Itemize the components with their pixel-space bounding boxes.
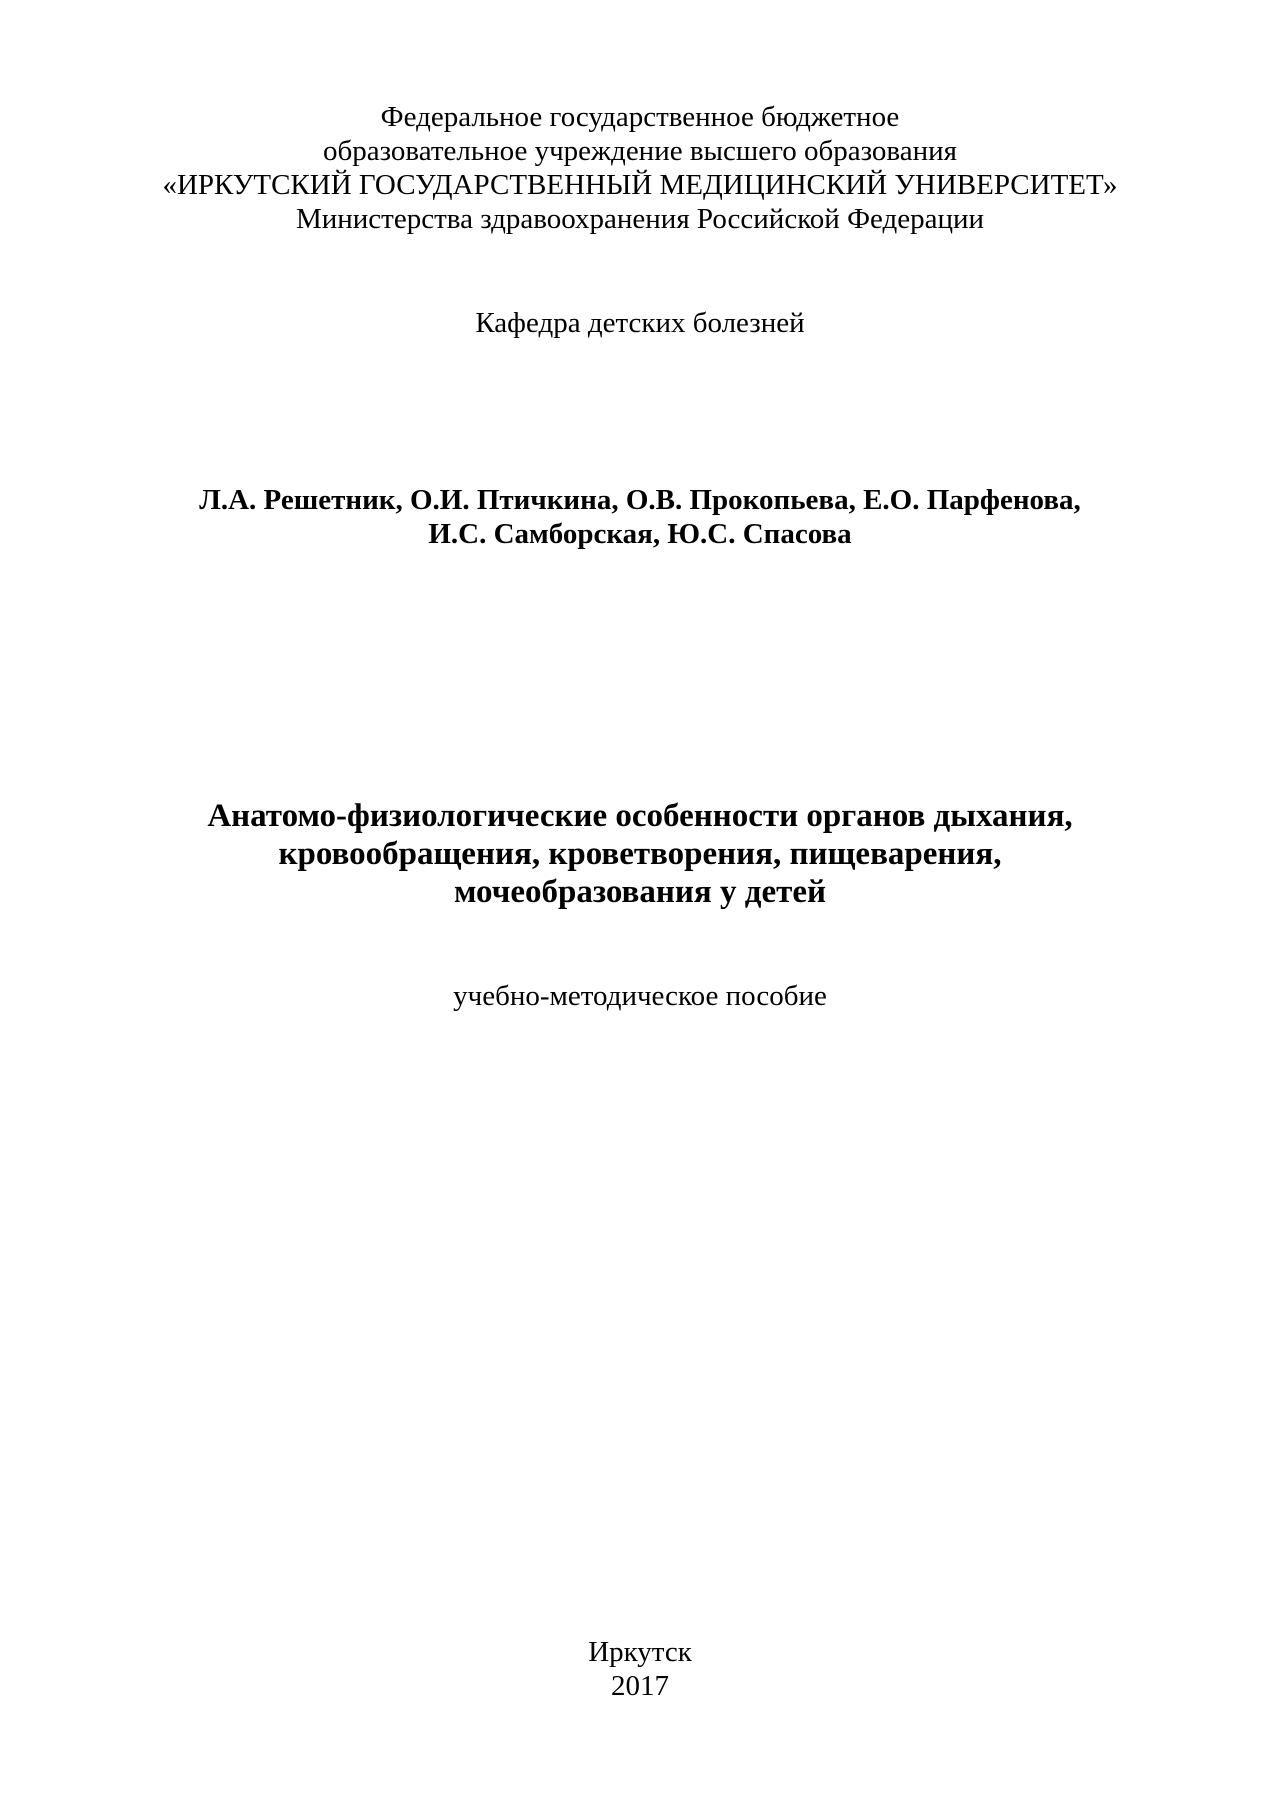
title-line-1: Анатомо-физиологические особенности органов дыхания, [207, 798, 1073, 834]
institution-line-1: Федеральное государственное бюджетное [380, 101, 900, 133]
institution-line-2: образовательное учреждение высшего образования [322, 135, 957, 167]
title-line-2: кровообращения, кроветворения, пищеварения, [278, 836, 1002, 872]
title-line-3: мочеобразования у детей [454, 874, 826, 910]
authors-line-1: Л.А. Решетник, О.И. Птичкина, О.В. Прокопьева, Е.О. Парфенова, [199, 484, 1081, 516]
book-type: учебно-методическое пособие [453, 980, 827, 1012]
department-name: Кафедра детских болезней [475, 307, 805, 339]
authors-line-2: И.С. Самборская, Ю.С. Спасова [428, 518, 852, 550]
institution-line-3: «ИРКУТСКИЙ ГОСУДАРСТВЕННЫЙ МЕДИЦИНСКИЙ УНИВЕРСИТЕТ» [162, 169, 1118, 201]
publication-city: Иркутск [588, 1636, 692, 1668]
institution-line-4: Министерства здравоохранения Российской Федерации [295, 203, 985, 235]
publication-year: 2017 [611, 1670, 669, 1702]
